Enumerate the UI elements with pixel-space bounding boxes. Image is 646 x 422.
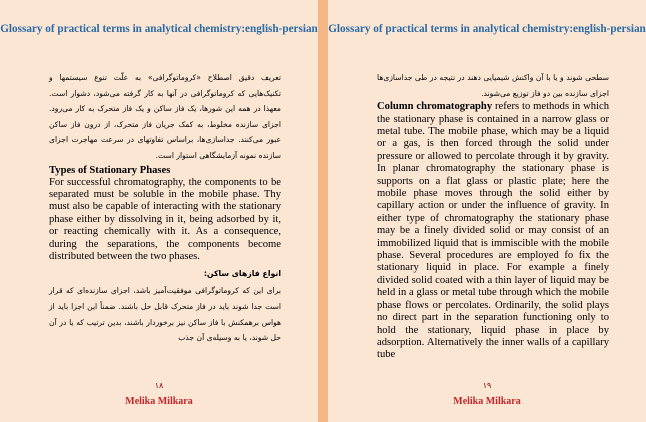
author-footer: Melika Milkara — [125, 396, 193, 407]
persian-intro-paragraph: تعریف دقیق اصطلاح «کروماتوگرافی» به علّت تنوع سیستمها و تکنیک‌هایی که کروماتوگرافی در آنها به کار گرفته می‌شود، دشوار است. معهذا در همه این شورها، یک فاز ساکن و یک فاز متحرک به کار می‌رود. اجزای سازنده مخلوط، به کمک جریان فاز متحرک، از درون فاز ساکن عبور می‌کنند. جداسازی‌ها، براساس تفاوتهای در سرعت مهاجرت اجزای سازنده نمونه آزمایشگاهی استوار است. — [49, 73, 281, 160]
left-page — [0, 0, 318, 422]
author-footer: Melika Milkara — [453, 396, 521, 407]
glossary-term: Column chromatography — [377, 101, 493, 113]
english-paragraph: For successful chromatography, the components to be separated must be soluble in the mobile phase. Thy must also be capable of interacting with the stationary phase either by dissolving in it, being adsorbed by it, or reacting chemically with it. As a consequence, during the separations, the components become distributed between the two phases. — [49, 176, 281, 262]
page-header: Glossary of practical terms in analytical chemistry:english-persian — [0, 23, 318, 35]
page-number: ۱۸ — [154, 381, 164, 390]
persian-intro-paragraph: سطحی شوند و یا با آن واکنش شیمیایی دهند در نتیجه در طی جداسازی‌ها اجزای سازنده بین دو فاز توزیع می‌شوند. — [377, 73, 609, 98]
page-body — [49, 70, 281, 346]
persian-paragraph: برای این که کروماتوگرافی موفقیت‌آمیز باشد، اجزای سازنده‌ای که قرار است جدا شوند باید در فاز متحرک قابل حل باشند. ضمناً این اجزا باید از هواس برهمکنش با فاز ساکن نیز برخوردار باشند، بدین ترتیب که یا در آن حل شوند، یا به وسیله‌ی آن جذب — [49, 286, 281, 343]
page-header: Glossary of practical terms in analytical chemistry:english-persian — [328, 23, 646, 35]
persian-section-heading: انواع فازهای ساکن: — [203, 269, 281, 279]
english-paragraph — [377, 101, 609, 362]
book-spine — [318, 0, 328, 422]
page-number: ۱۹ — [482, 381, 492, 390]
section-title: Types of Stationary Phases — [49, 164, 171, 176]
term-definition: refers to methods in which the stationary phase is contained in a narrow glass or metal tube. The mobile phase, which may be a liquid or a gas, is then forced through the solid under pressure or allowed to percolate through it by gravity. In planar chromatography the stationary phase is supports on a flat glass or plastic plate; here the mobile phase moves through the solid either by capillary action or under the influence of gravity. In either type of chromatography the stationary phase may be a finely divided solid or may consist of an immobilized liquid that is immiscible with the mobile phase. Several procedures are employed fo fix the stationary liquid in place. For example a finely divided solid coated with a thin layer of liquid may be held in a glass or metal tube through which the mobile phase flows or percolates. Ordinarily, the solid plays no direct part in the separation functioning only to hold the stationary, liquid phase in place by adsorption. Alternatively the inner walls of a capillary tube — [377, 101, 609, 361]
right-page — [328, 0, 646, 422]
page-body — [377, 70, 609, 362]
